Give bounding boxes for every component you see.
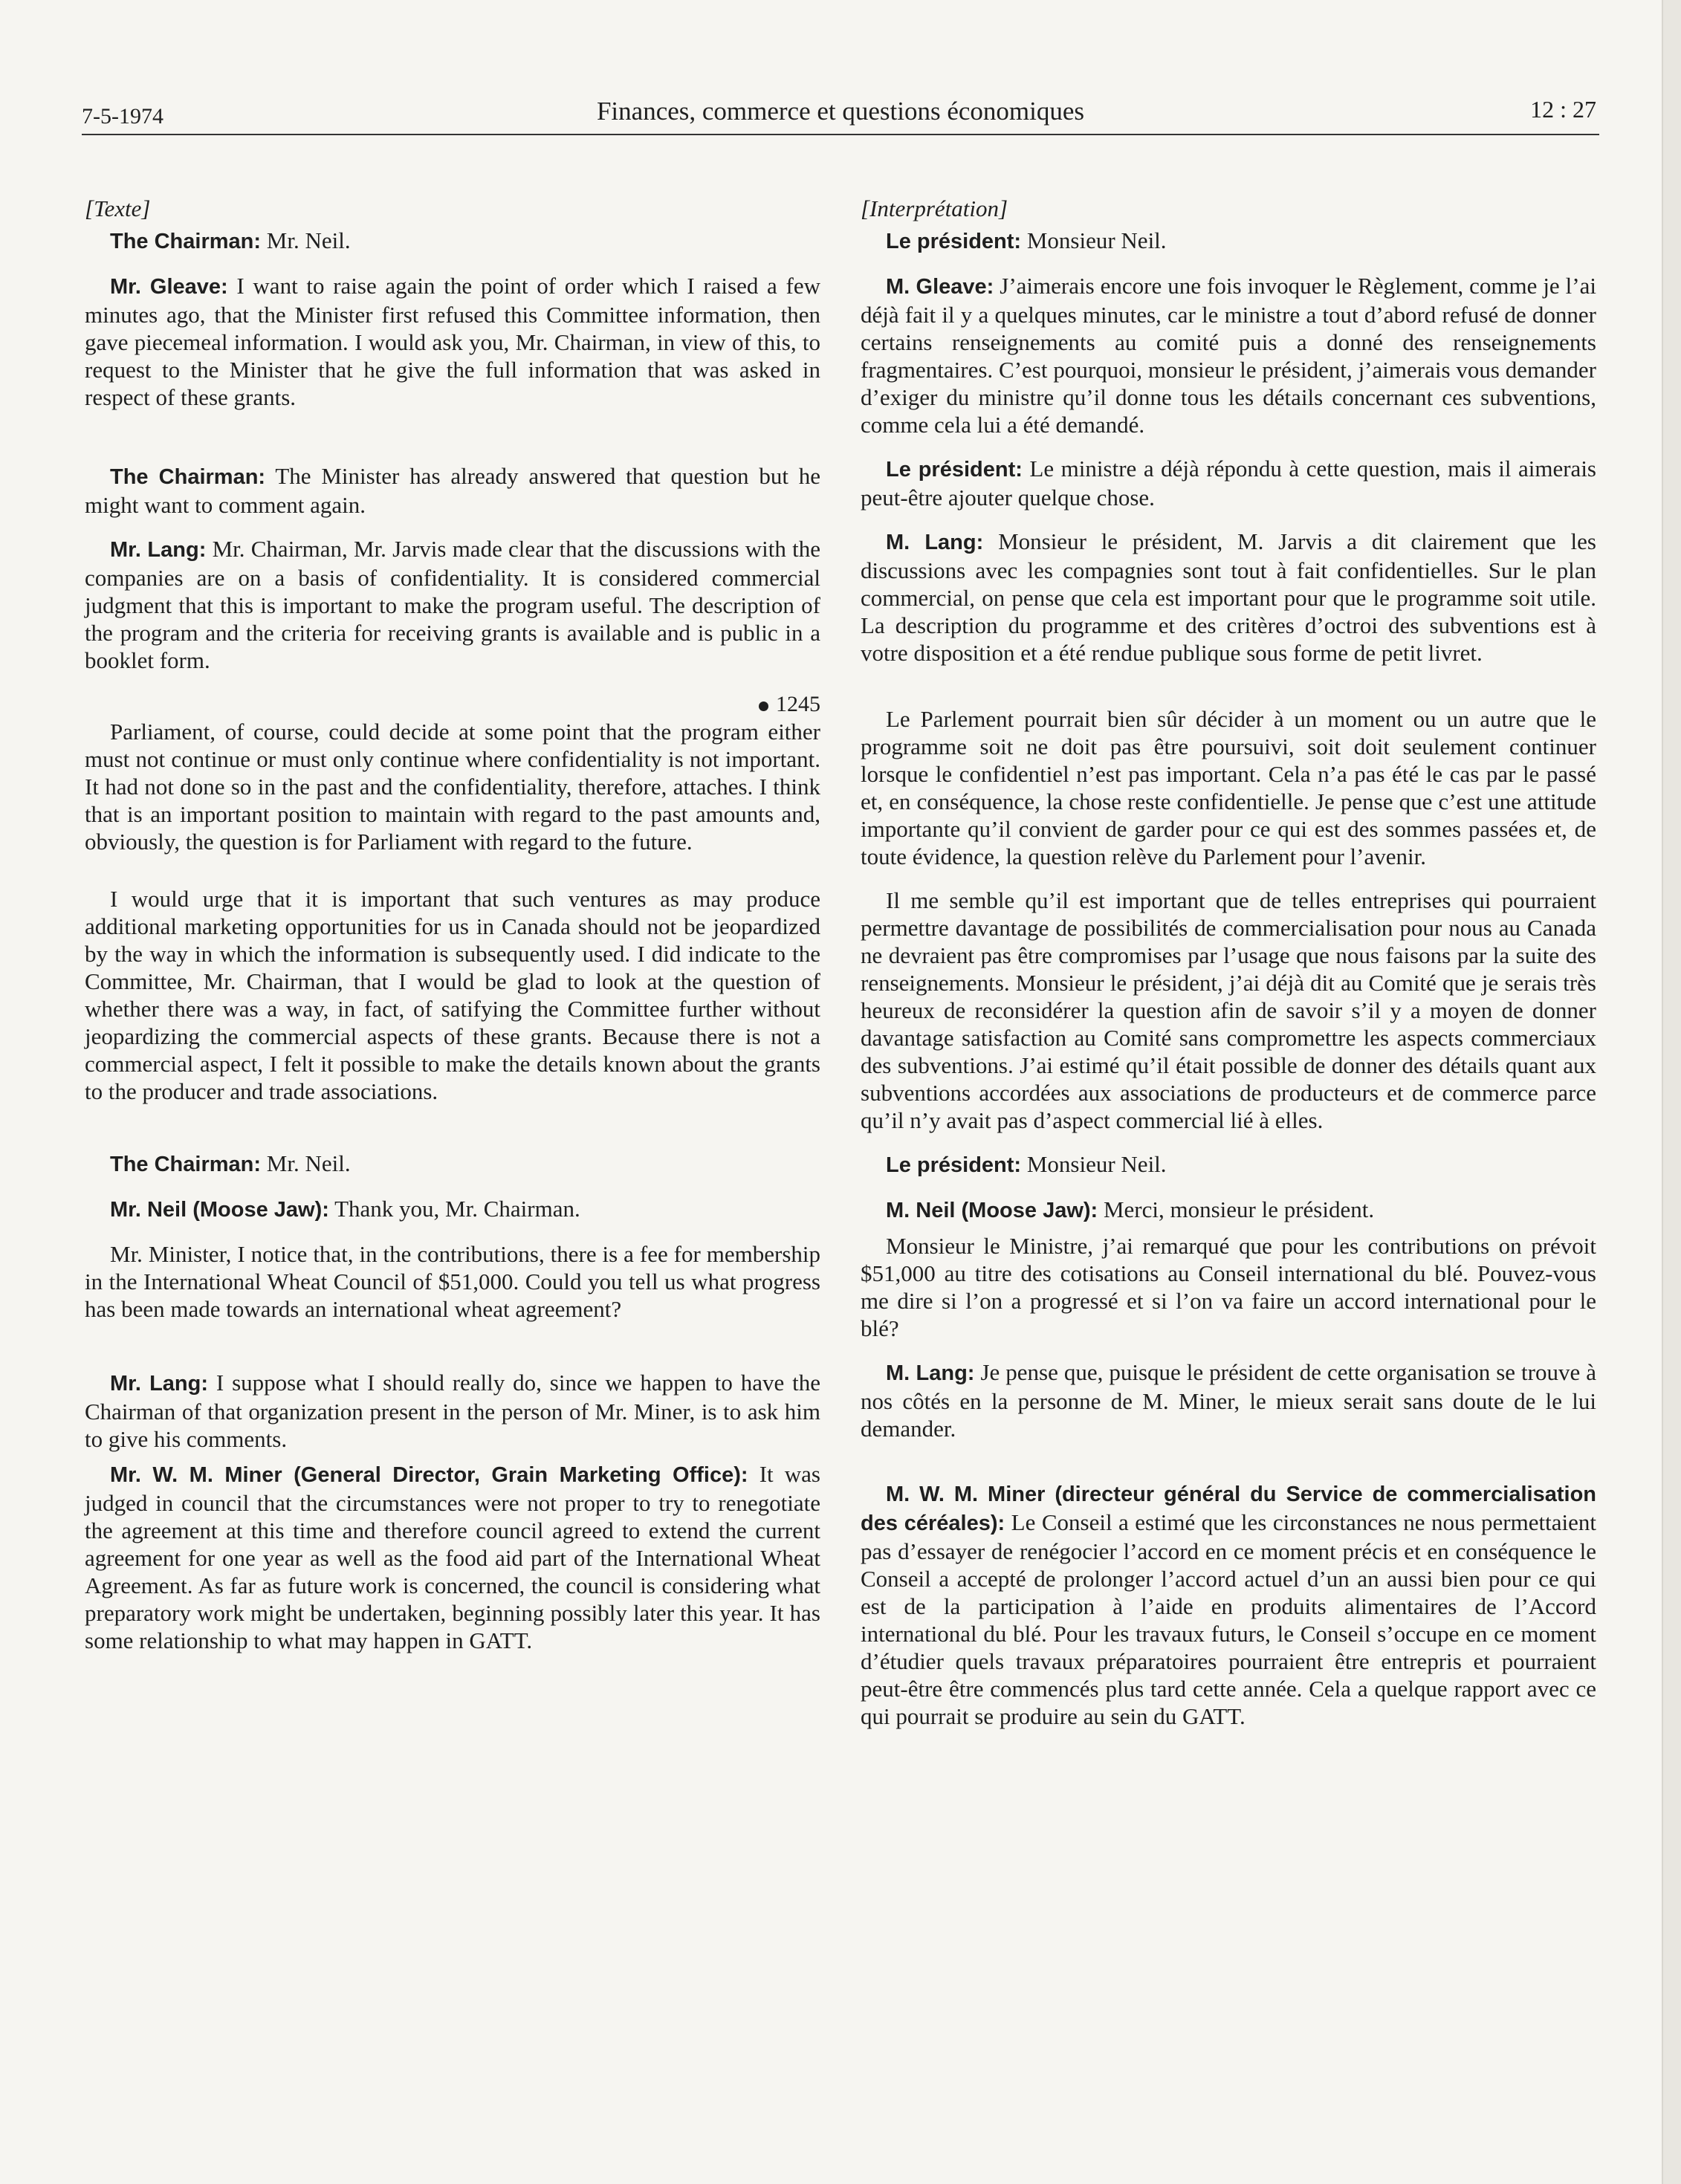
speaker-name: Le président: — [886, 1153, 1022, 1177]
speaker-name: Le président: — [886, 458, 1023, 482]
paragraph-text: J’aimerais encore une fois invoquer le Règlement, comme je l’ai déjà fait il y a quelques minutes, car le ministre a tout d’abord refusé de donner certains renseignements au comité puis a donné des renseignements fragmentaires. C’est pourquoi, monsieur le président, j’aimerais vous demander d’exiger du ministre qu’il donne tous les détails concernant ces subventions, comme cela lui a été demandé. — [861, 273, 1596, 438]
section-label-texte: [Texte] — [85, 195, 151, 221]
paragraph — [861, 1358, 1596, 1442]
paragraph-text: Parliament, of course, could decide at some point that the program either must not continue or must only continue where confidentiality is not important. It had not done so in the past and the confidentiality, therefore, attaches. I think that is an important position to maintain with regard to the past amounts and, obviously, the question is for Parliament with regard to the future. — [85, 719, 820, 855]
paragraph — [861, 272, 1596, 438]
paragraph-text: Merci, monsieur le président. — [1098, 1196, 1375, 1222]
speaker-name: Mr. Neil (Moose Jaw): — [110, 1198, 329, 1222]
speaker-name: M. Lang: — [886, 531, 984, 554]
paragraph-text: Monsieur le Ministre, j’ai remarqué que pour les contributions on prévoit $51,000 au titre des cotisations au Conseil international du blé. Pouvez-vous me dire si l’on a progressé et si l’on va faire un accord international pour le blé? — [861, 1233, 1596, 1341]
paragraph — [861, 887, 1596, 1134]
paragraph-text: Monsieur Neil. — [1021, 227, 1167, 253]
running-header — [82, 95, 1599, 135]
paragraph — [85, 1240, 820, 1323]
paragraph — [861, 227, 1596, 256]
paragraph-text: Le Conseil a estimé que les circonstances ne nous permettaient pas d’essayer de renégocier l’accord en ce moment précis et en conséquence le Conseil a accepté de prolonger l’accord actuel d’un an aussi bien pour ce qui est de la participation à l’aide en produits alimentaires de l’Accord international du blé. Pour les travaux futurs, le Conseil s’occupe en ce moment d’étudier quels travaux préparatoires pourraient être entrepris et pourraient peut-être être commencés plus tard cette année. Cela a quelque rapport avec ce qui pourrait se produire au sein du GATT. — [861, 1509, 1596, 1729]
paragraph-text: Mr. Chairman, Mr. Jarvis made clear that the discussions with the companies are on a basis of confidentiality. It is considered commercial judgment that this is important to make the program useful. The description of the program and the criteria for receiving grants is available and is public in a booklet form. — [85, 536, 820, 673]
paragraph — [85, 718, 820, 855]
paragraph-text: Il me semble qu’il est important que de telles entreprises qui pourraient permettre davantage de possibilités de commercialisation pour nous au Canada ne devraient pas être compromises par l’usage que nous faisons par la suite des renseignements. Monsieur le président, j’ai déjà dit au Comité que je serais très heureux de reconsidérer la question afin de savoir s’il y a moyen de donner davantage satisfaction au Comité sans compromettre les aspects commerciaux des subventions. J’ai estimé qu’il était possible de donner des détails quant aux subventions accordées aux associations de producteurs et de commerce parce qu’il n’y avait pas d’aspect commercial lié à elles. — [861, 887, 1596, 1133]
speaker-name: Mr. Lang: — [110, 538, 207, 562]
paragraph — [85, 1195, 820, 1224]
paragraph-text: Je pense que, puisque le président de cette organisation se trouve à nos côtés en la personne de M. Miner, le mieux serait sans doute de le lui demander. — [861, 1359, 1596, 1442]
paragraph-text: Le Parlement pourrait bien sûr décider à un moment ou un autre que le programme soit ne doit pas être poursuivi, soit doit seulement continuer lorsque le confidentiel n’est pas important. Cela n’a pas été le cas par le passé et, en conséquence, la chose reste confidentielle. Je pense que c’est une attitude importante qu’il convient de garder pour ce qui est des sommes passées et, de toute évidence, la question relève du Parlement pour l’avenir. — [861, 706, 1596, 869]
paragraph — [861, 1480, 1596, 1730]
time-marker-text: 1245 — [776, 692, 820, 716]
paragraph-text: Monsieur Neil. — [1021, 1151, 1167, 1177]
paragraph-text: It was judged in council that the circumstances were not proper to try to renegotiate the agreement at this time and therefore council agreed to extend the current agreement for one year as well as the food aid part of the International Wheat Agreement. As far as future work is concerned, the council is considering what preparatory work might be undertaken, beginning possibly later this year. It has some relationship to what may happen in GATT. — [85, 1461, 820, 1653]
time-marker — [85, 690, 820, 718]
paragraph — [85, 1150, 820, 1179]
header-title: Finances, commerce et questions économiques — [596, 97, 1085, 126]
paragraph-text: Mr. Neil. — [261, 227, 351, 253]
speaker-name: Mr. W. M. Miner (General Director, Grain Marketing Office): — [110, 1463, 748, 1487]
paragraph — [85, 885, 820, 1105]
page-edge — [1662, 0, 1681, 2184]
speaker-name: The Chairman: — [110, 1153, 262, 1176]
english-column — [85, 195, 820, 1654]
paragraph — [85, 227, 820, 256]
paragraph — [85, 1460, 820, 1654]
speaker-name: M. W. M. Miner (directeur général du Service de commercialisation des céréales): — [861, 1483, 1596, 1535]
paragraph — [861, 455, 1596, 511]
speaker-name: The Chairman: — [110, 230, 262, 253]
paragraph-text: I want to raise again the point of order which I raised a few minutes ago, that the Minister first refused this Committee information, then gave piecemeal information. I would ask you, Mr. Chairman, in view of this, to request to the Minister that he give the full information that was asked in respect of these grants. — [85, 273, 820, 410]
speaker-name: Mr. Lang: — [110, 1372, 209, 1396]
speaker-name: Mr. Gleave: — [110, 275, 228, 299]
paragraph-text: I suppose what I should really do, since we happen to have the Chairman of that organization present in the person of Mr. Miner, is to ask him to give his comments. — [85, 1370, 820, 1452]
paragraph — [861, 1232, 1596, 1342]
paragraph-text: Monsieur le président, M. Jarvis a dit clairement que les discussions avec les compagnies sont tout à fait confidentielles. Sur le plan commercial, on pense que cela est important pour que le programme soit utile. La description du programme et des critères d’octroi des subventions est à votre disposition et a été rendue publique sous forme de petit livret. — [861, 528, 1596, 666]
paragraph-text: Thank you, Mr. Chairman. — [328, 1196, 580, 1222]
speaker-name: M. Gleave: — [886, 275, 994, 299]
paragraph-text: Mr. Minister, I notice that, in the contributions, there is a fee for membership in the International Wheat Council of $51,000. Could you tell us what progress has been made towards an international wheat agreement? — [85, 1241, 820, 1322]
paragraph — [861, 1196, 1596, 1225]
speaker-name: M. Neil (Moose Jaw): — [886, 1199, 1098, 1222]
speaker-name: Le président: — [886, 230, 1022, 253]
french-column — [861, 195, 1596, 1730]
bullet-dot-icon — [759, 701, 768, 711]
section-label-interpretation: [Interprétation] — [861, 195, 1008, 221]
page-number: 12 : 27 — [1530, 96, 1596, 123]
paragraph-text: Mr. Neil. — [261, 1150, 351, 1176]
header-date: 7-5-1974 — [82, 104, 163, 129]
paragraph-text: Le ministre a déjà répondu à cette question, mais il aimerais peut-être ajouter quelque chose. — [861, 456, 1596, 511]
speaker-name: M. Lang: — [886, 1361, 975, 1385]
paragraph — [85, 535, 820, 674]
paragraph — [85, 272, 820, 411]
paragraph — [861, 1150, 1596, 1179]
paragraph — [861, 528, 1596, 667]
paragraph-text: I would urge that it is important that such ventures as may produce additional marketing opportunities for us in Canada should not be jeopardized by the way in which the information is subsequently used. I did indicate to the Committee, Mr. Chairman, that I would be glad to look at the question of whether there was a way, in fact, of satifying the Committee further without jeopardizing the commercial aspects of these grants. Because there is not a commercial aspect, I felt it possible to make the details known about the grants to the producer and trade associations. — [85, 886, 820, 1104]
paragraph — [85, 462, 820, 519]
paragraph-text: The Minister has already answered that question but he might want to comment again. — [85, 463, 821, 518]
speaker-name: The Chairman: — [110, 465, 266, 489]
paragraph — [861, 705, 1596, 870]
paragraph — [85, 1369, 820, 1453]
